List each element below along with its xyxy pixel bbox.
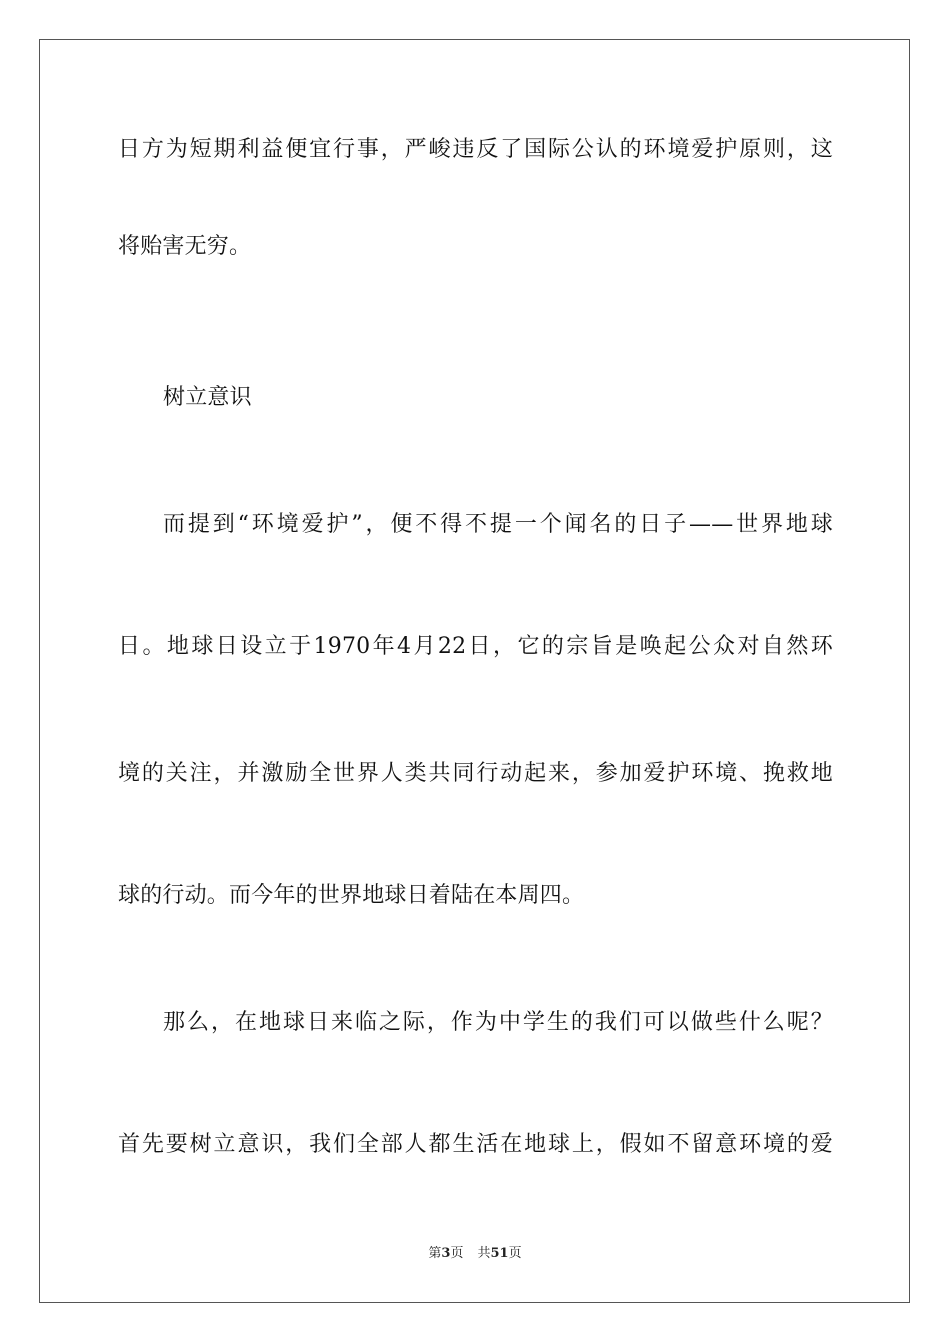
total-prefix: 共 — [477, 1246, 491, 1261]
total-pages: 51 — [490, 1246, 509, 1261]
page-number: 3 — [441, 1246, 451, 1261]
total-suffix: 页 — [508, 1246, 522, 1261]
text-line-2: 将贻害无穷。 — [118, 234, 252, 259]
section-heading: 树立意识 — [163, 385, 252, 410]
page-suffix: 页 — [450, 1246, 464, 1261]
page-border — [39, 39, 910, 1303]
text-line-9: 首先要树立意识，我们全部人都生活在地球上，假如不留意环境的爱 — [118, 1132, 833, 1157]
text-line-4: 而提到“环境爱护”，便不得不提一个闻名的日子——世界地球 — [163, 512, 833, 537]
text-line-7: 球的行动。而今年的世界地球日着陆在本周四。 — [118, 883, 585, 908]
page-footer — [0, 1245, 950, 1263]
text-line-5: 日。地球日设立于1970年4月22日，它的宗旨是唤起公众对自然环 — [118, 634, 833, 659]
page-prefix: 第 — [428, 1246, 442, 1261]
text-line-8: 那么，在地球日来临之际，作为中学生的我们可以做些什么呢？ — [163, 1010, 833, 1035]
text-line-1: 日方为短期利益便宜行事，严峻违反了国际公认的环境爱护原则，这 — [118, 137, 833, 162]
text-line-6: 境的关注，并激励全世界人类共同行动起来，参加爱护环境、挽救地 — [118, 761, 833, 786]
